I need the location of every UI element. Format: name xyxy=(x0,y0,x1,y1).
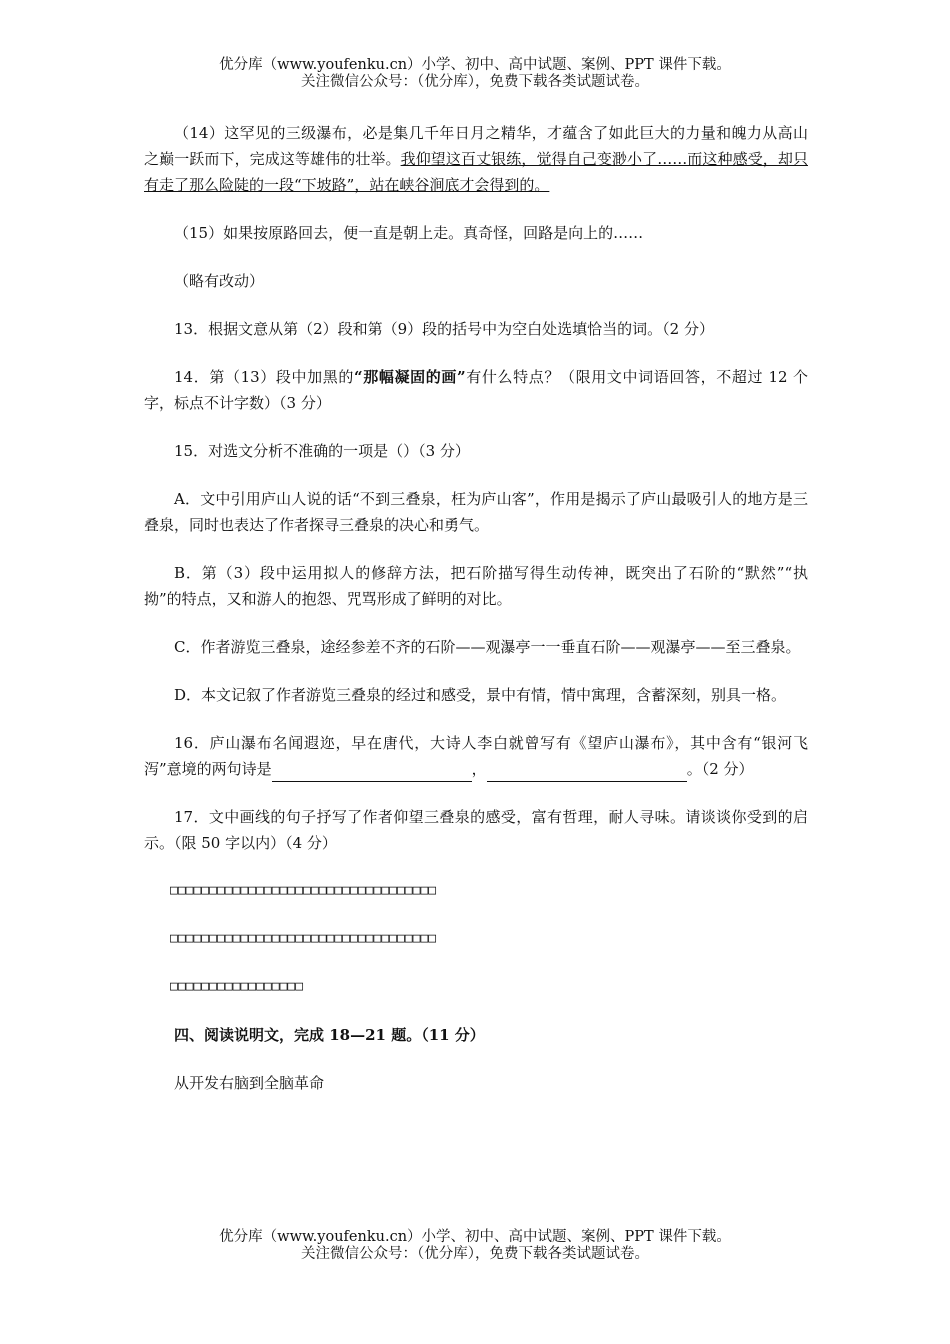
underlined-sentence: 我仰望这百丈银练，觉得自己变渺小了……而这种感受，却只有走了那么险陡的一段“下坡路”，站在峡谷涧底才会得到的。 xyxy=(144,150,808,194)
question-14-lead: 14．第（13）段中加黑的 xyxy=(174,368,355,386)
question-16-separator: ， xyxy=(471,760,487,778)
question-16-text: 16．庐山瀑布名闻遐迩，早在唐代，大诗人李白就曾写有《望庐山瀑布》，其中含有“银河飞泻”意境的两句诗是 xyxy=(144,734,808,778)
paragraph-14 xyxy=(144,120,808,198)
page-footer xyxy=(0,1229,950,1263)
answer-grid-row-2[interactable]: □□□□□□□□□□□□□□□□□□□□□□□□□□□□□□□□□□ xyxy=(170,931,437,946)
footer-line-2: 关注微信公众号：（优分库），免费下载各类试题试卷。 xyxy=(301,1246,649,1262)
option-b: B．第（3）段中运用拟人的修辞方法，把石阶描写得生动传神，既突出了石阶的“默然”“执拗”的特点，又和游人的抱怨、咒骂形成了鲜明的对比。 xyxy=(144,564,808,608)
question-14-bold-phrase: “那幅凝固的画” xyxy=(354,368,466,386)
answer-blank-2[interactable] xyxy=(487,763,687,782)
paragraph-15: （15）如果按原路回去，便一直是朝上走。真奇怪，回路是向上的…… xyxy=(174,224,644,242)
document-body xyxy=(144,120,808,1118)
page-header xyxy=(0,57,950,91)
option-c: C．作者游览三叠泉，途经参差不齐的石阶——观瀑亭一一垂直石阶——观瀑亭——至三叠泉。 xyxy=(174,638,801,656)
paragraph-14-text: （14）这罕见的三级瀑布，必是集几千年日月之精华，才蕴含了如此巨大的力量和魄力从高山之巅一跃而下，完成这等雄伟的壮举。 xyxy=(144,124,808,168)
footer-line-1: 优分库（www.youfenku.cn）小学、初中、高中试题、案例、PPT 课件下载。 xyxy=(219,1229,731,1245)
answer-grid-row-1[interactable]: □□□□□□□□□□□□□□□□□□□□□□□□□□□□□□□□□□ xyxy=(170,883,437,898)
option-d: D．本文记叙了作者游览三叠泉的经过和感受，景中有情，情中寓理，含蓄深刻，别具一格。 xyxy=(174,686,787,704)
question-16 xyxy=(144,730,808,782)
section-4-heading: 四、阅读说明文，完成 18—21 题。（11 分） xyxy=(174,1026,485,1044)
question-16-end: 。（2 分） xyxy=(686,760,754,778)
question-15: 15．对选文分析不准确的一项是（）（3 分） xyxy=(174,442,470,460)
header-line-1: 优分库（www.youfenku.cn）小学、初中、高中试题、案例、PPT 课件下载。 xyxy=(219,57,731,73)
answer-blank-1[interactable] xyxy=(272,763,472,782)
adaptation-note: （略有改动） xyxy=(174,272,265,290)
section-4-title: 从开发右脑到全脑革命 xyxy=(174,1074,325,1092)
option-a: A．文中引用庐山人说的话“不到三叠泉，枉为庐山客”，作用是揭示了庐山最吸引人的地方是三叠泉，同时也表达了作者探寻三叠泉的决心和勇气。 xyxy=(144,490,808,534)
question-17: 17．文中画线的句子抒写了作者仰望三叠泉的感受，富有哲理，耐人寻味。请谈谈你受到的启示。（限 50 字以内）（4 分） xyxy=(144,808,808,852)
answer-grid-row-3[interactable]: □□□□□□□□□□□□□□□□□ xyxy=(170,979,304,994)
question-13: 13．根据文意从第（2）段和第（9）段的括号中为空白处选填恰当的词。（2 分） xyxy=(174,320,714,338)
header-line-2: 关注微信公众号：（优分库），免费下载各类试题试卷。 xyxy=(301,74,649,90)
question-14-rest: 有什么特点？（限用文中词语回答，不超过 12 个字，标点不计字数）（3 分） xyxy=(144,368,808,412)
question-14 xyxy=(144,364,808,416)
